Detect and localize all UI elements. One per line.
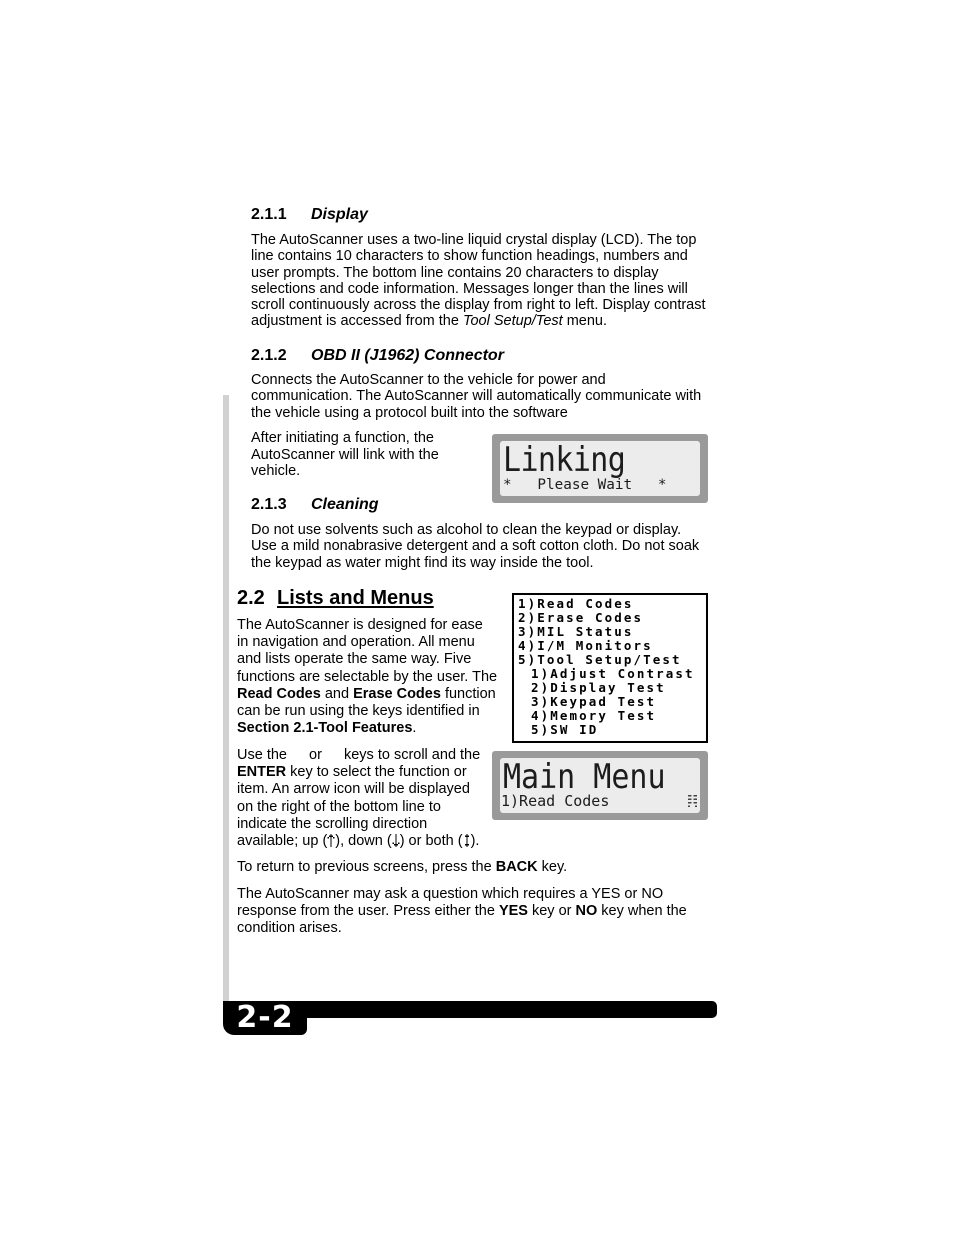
key-icon-gap — [326, 749, 340, 759]
text-line: indicate the scrolling direction — [237, 815, 428, 832]
back-key-note — [237, 859, 707, 876]
text-line: and lists operate the same way. Five — [237, 651, 472, 668]
section-title: Display — [311, 206, 368, 223]
lcd-top-line: Linking — [503, 441, 626, 480]
text-fragment: To return to previous screens, press the — [237, 859, 496, 875]
lcd-panel — [500, 441, 700, 496]
text-fragment: function — [440, 685, 496, 702]
section-title: OBD II (J1962) Connector — [311, 347, 504, 364]
section-title: Cleaning — [311, 496, 379, 513]
menu-subitem: 4)Memory Test — [531, 708, 657, 723]
text-fragment: ). — [470, 833, 480, 850]
linking-note: After initiating a function, the AutoScanner will link with the vehicle. — [251, 430, 439, 479]
enter-key-term: ENTER — [237, 764, 287, 781]
text-fragment: key to select the function or — [286, 764, 467, 781]
section-2-1-2-heading — [251, 347, 504, 365]
text-fragment: keys to scroll and the — [339, 747, 481, 763]
section-reference: Section 2.1-Tool Features — [237, 720, 413, 737]
menu-subitem: 5)SW ID — [531, 722, 599, 737]
lcd-panel — [500, 758, 700, 813]
read-codes-term: Read Codes — [237, 685, 321, 702]
menu-item: 1)Read Codes — [518, 596, 634, 611]
text-fragment: Use the — [237, 747, 291, 763]
menu-item: 5)Tool Setup/Test — [518, 652, 682, 667]
text-fragment: The AutoScanner may ask a question which requires a YES or NO response from the user. Press either the — [237, 886, 664, 920]
margin-stripe — [223, 395, 229, 1001]
text-fragment: ), down ( — [335, 833, 392, 850]
back-key-term: BACK — [495, 859, 538, 875]
lcd-main-menu-screen — [492, 751, 708, 820]
text-line: functions are selectable by the user. The — [237, 668, 498, 685]
lcd-bottom-line: * Please Wait * — [503, 477, 667, 493]
text-fragment: ) or both ( — [399, 833, 463, 850]
menu-subitem: 1)Adjust Contrast — [531, 666, 695, 681]
text-fragment: key. — [537, 859, 568, 875]
scroll-both-icon — [688, 795, 697, 807]
display-description-end: menu. — [562, 313, 608, 330]
erase-codes-term: Erase Codes — [353, 685, 441, 702]
yes-no-note — [237, 886, 709, 938]
text-line — [237, 764, 489, 781]
scroll-down-icon — [392, 834, 400, 847]
menu-list-screen — [512, 593, 708, 743]
lcd-top-line: Main Menu — [503, 758, 666, 797]
menu-item: 3)MIL Status — [518, 624, 634, 639]
text-fragment: key when the condition arises. — [237, 903, 687, 937]
text-line: in navigation and operation. All menu — [237, 634, 475, 651]
text-fragment: key or — [527, 903, 576, 920]
display-description-text: The AutoScanner uses a two-line liquid crystal display (LCD). The top line contains 10 characters to show function headings, numbers and user prompts. The bottom line contains 20 characters to display selections and code information. Messages longer than the lines will scroll continuously across the display from right to left. Display contrast adjustment is accessed from the — [251, 232, 706, 330]
scrolling-instructions — [237, 747, 489, 850]
text-line: on the right of the bottom line to — [237, 798, 441, 815]
text-line — [237, 686, 507, 703]
yes-key-term: YES — [498, 903, 528, 920]
scroll-both-icon — [463, 834, 471, 847]
text-line — [237, 720, 507, 737]
text-line — [237, 747, 489, 764]
menu-subitem: 3)Keypad Test — [531, 694, 657, 709]
lists-intro — [237, 617, 507, 737]
cleaning-description: Do not use solvents such as alcohol to clean the keypad or display. Use a mild nonabrasive detergent and a soft cotton cloth. Do not soak the keypad as water might find its way inside the tool. — [251, 522, 700, 571]
text-line: The AutoScanner is designed for ease — [237, 617, 483, 633]
lcd-linking-screen — [492, 434, 708, 503]
text-line — [237, 833, 489, 850]
key-icon-gap — [291, 749, 305, 759]
tool-setup-test-reference: Tool Setup/Test — [462, 313, 563, 330]
text-line: item. An arrow icon will be displayed — [237, 781, 470, 798]
connector-description: Connects the AutoScanner to the vehicle for power and communication. The AutoScanner will automatically communicate with the vehicle using a protocol built into the software — [251, 372, 702, 421]
text-fragment: and — [320, 685, 354, 702]
section-title: Lists and Menus — [277, 587, 434, 609]
text-fragment: or — [305, 747, 326, 763]
menu-item: 2)Erase Codes — [518, 610, 644, 625]
section-2-1-3-heading — [251, 496, 379, 514]
text-fragment: . — [412, 720, 417, 737]
lcd-bottom-line: 1)Read Codes — [501, 792, 610, 810]
menu-item: 4)I/M Monitors — [518, 638, 653, 653]
section-number: 2.1.2 — [251, 347, 287, 364]
section-number: 2.1.1 — [251, 206, 287, 223]
no-key-term: NO — [575, 903, 598, 920]
section-number: 2.2 — [237, 587, 265, 609]
page-number-tab: 2-2 — [223, 1001, 307, 1035]
section-2-1-1-heading — [251, 206, 368, 224]
section-number: 2.1.3 — [251, 496, 287, 513]
menu-subitem: 2)Display Test — [531, 680, 666, 695]
section-2-2-heading — [237, 587, 434, 609]
text-line: can be run using the keys identified in — [237, 703, 480, 720]
display-description — [251, 232, 707, 330]
text-fragment: available; up ( — [237, 833, 328, 850]
